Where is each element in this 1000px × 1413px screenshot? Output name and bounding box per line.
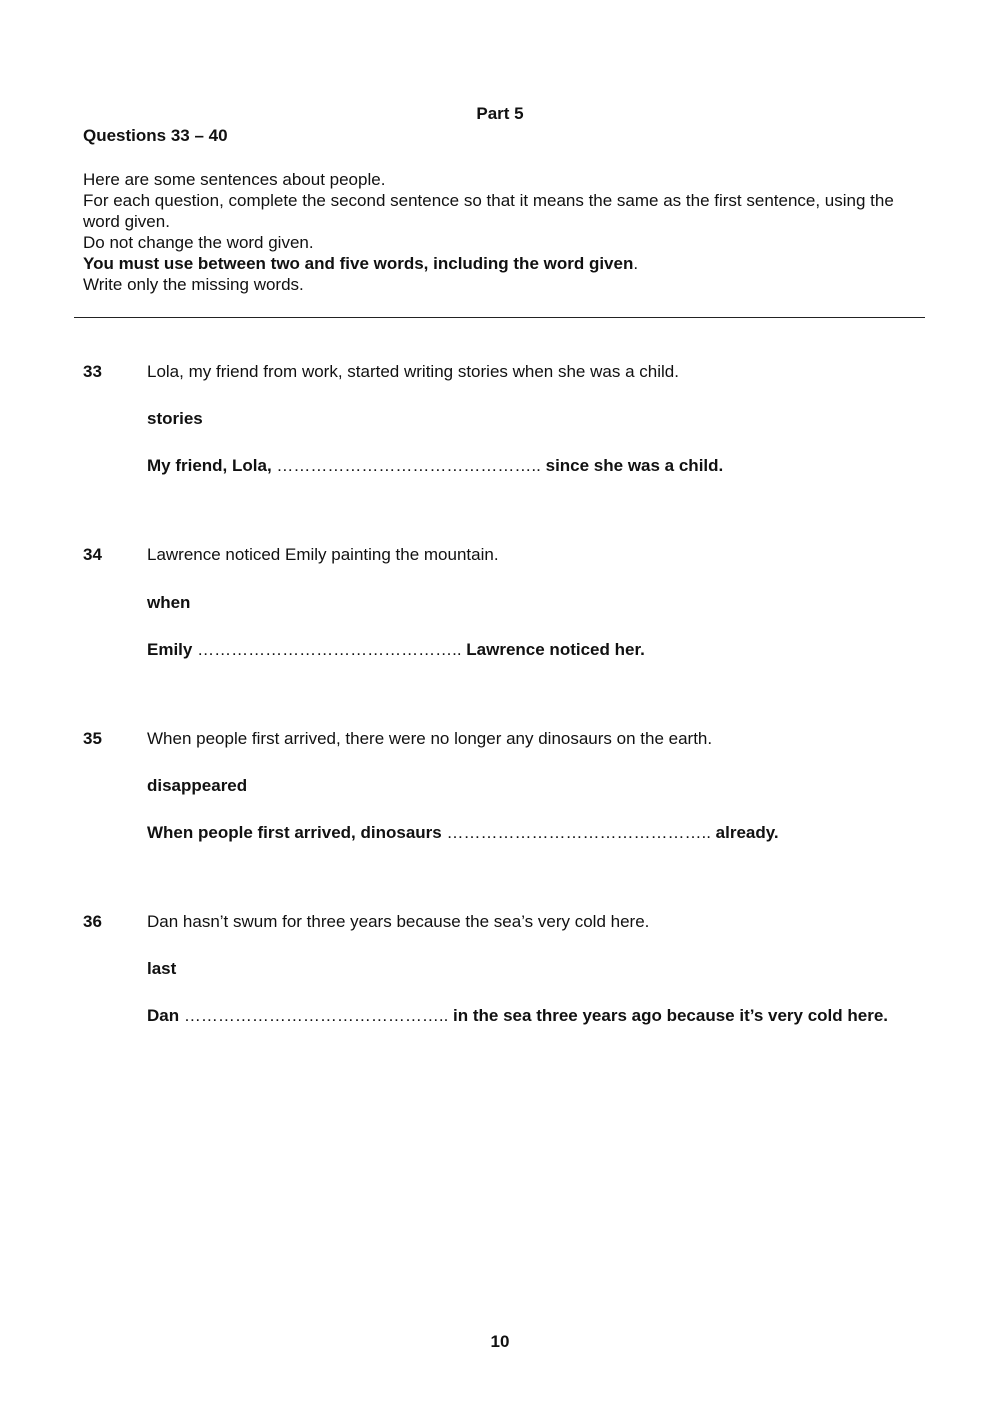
given-word: when <box>147 593 191 612</box>
answer-start: Emily <box>147 640 193 659</box>
answer-start: Dan <box>147 1006 180 1025</box>
question-sentence: Lawrence noticed Emily painting the mountain. <box>147 545 499 564</box>
instruction-line: Here are some sentences about people. <box>83 170 386 189</box>
answer-blank[interactable]: ……………………………………….. <box>446 823 711 842</box>
answer-line <box>147 1004 907 1028</box>
answer-start: My friend, Lola, <box>147 456 272 475</box>
answer-line <box>147 456 723 476</box>
instruction-line: Do not change the word given. <box>83 233 314 252</box>
instruction-line-bold <box>83 253 903 274</box>
answer-line <box>147 823 779 843</box>
given-word: last <box>147 959 177 978</box>
instruction-line: Write only the missing words. <box>83 275 304 294</box>
answer-blank[interactable]: ……………………………………….. <box>183 1006 449 1025</box>
question-number: 34 <box>83 545 102 564</box>
given-word: disappeared <box>147 776 248 795</box>
page-number: 10 <box>490 1332 510 1351</box>
instruction-bold-text: You must use between two and five words, including the word given <box>83 254 634 273</box>
answer-end: in the sea three years ago because it’s very cold here. <box>453 1006 889 1025</box>
question-number: 33 <box>83 362 102 381</box>
answer-end: Lawrence noticed her. <box>466 640 645 659</box>
instruction-line: For each question, complete the second sentence so that it means the same as the first sentence, using the word given. <box>83 191 894 231</box>
instruction-period: . <box>633 254 639 273</box>
answer-start: When people first arrived, dinosaurs <box>147 823 442 842</box>
question-sentence: When people first arrived, there were no longer any dinosaurs on the earth. <box>147 729 713 748</box>
question-sentence: Dan hasn’t swum for three years because the sea’s very cold here. <box>147 912 650 931</box>
questions-range: Questions 33 – 40 <box>83 126 228 145</box>
question-sentence: Lola, my friend from work, started writing stories when she was a child. <box>147 362 679 381</box>
question-number: 36 <box>83 912 102 931</box>
divider <box>74 317 925 318</box>
answer-blank[interactable]: ……………………………………….. <box>197 640 462 659</box>
answer-end: since she was a child. <box>545 456 724 475</box>
given-word: stories <box>147 409 203 428</box>
answer-line <box>147 640 645 660</box>
part-title: Part 5 <box>476 104 524 123</box>
answer-end: already. <box>715 823 779 842</box>
answer-blank[interactable]: ……………………………………….. <box>276 456 541 475</box>
question-number: 35 <box>83 729 102 748</box>
instructions <box>83 169 903 295</box>
